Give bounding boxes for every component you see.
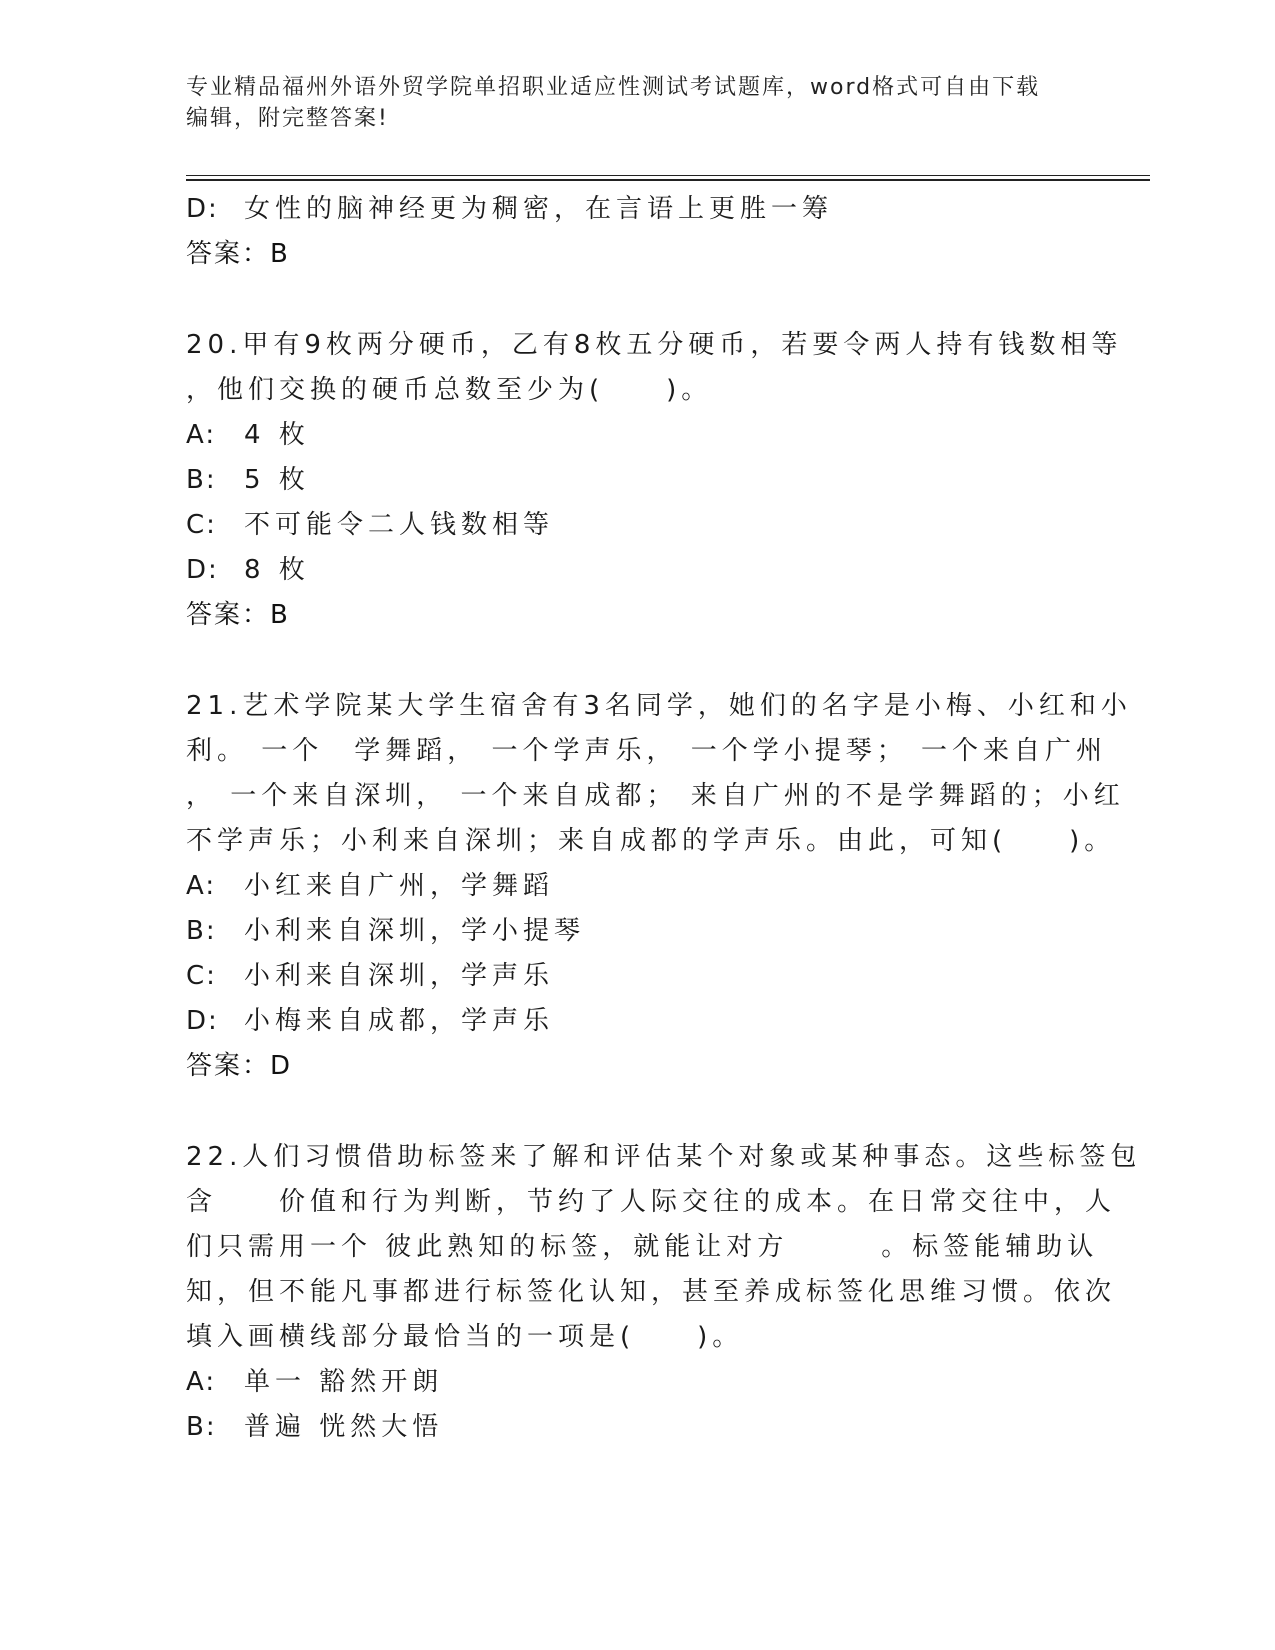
question-20	[186, 323, 1123, 638]
option-text: 小利来自深圳，学声乐	[244, 961, 555, 991]
option-key: C:	[186, 961, 217, 991]
question-22	[186, 1135, 1142, 1450]
option-key: B:	[186, 1412, 217, 1442]
question-text-line: 知，但不能凡事都进行标签化认知，甚至养成标签化思维习惯。依次	[186, 1277, 1117, 1307]
prev-option-d	[186, 187, 1086, 232]
question-text-line: 21.艺术学院某大学生宿舍有3名同学，她们的名字是小梅、小红和小	[186, 691, 1132, 721]
option-key: B:	[186, 916, 217, 946]
question-text-line: ， 一个来自深圳， 一个来自成都； 来自广州的不是学舞蹈的；小红	[186, 781, 1125, 811]
option-key: D:	[186, 1006, 219, 1036]
header-line-2: 编辑，附完整答案!	[186, 106, 389, 131]
option-a	[186, 413, 1086, 458]
option-a	[186, 1360, 1086, 1405]
question-text-line: 含 价值和行为判断，节约了人际交往的成本。在日常交往中，人	[186, 1187, 1117, 1217]
option-key: D:	[186, 194, 219, 224]
option-text: 8 枚	[244, 555, 310, 585]
header-divider-thick	[186, 179, 1150, 181]
option-b	[186, 458, 1086, 503]
option-key: D:	[186, 555, 219, 585]
question-21	[186, 684, 1132, 1089]
question-text-line: 填入画横线部分最恰当的一项是( )。	[186, 1322, 744, 1352]
option-text: 小梅来自成都，学声乐	[244, 1006, 555, 1036]
question-text-line: 20.甲有9枚两分硬币，乙有8枚五分硬币，若要令两人持有钱数相等	[186, 330, 1123, 360]
header-divider-thin	[186, 175, 1150, 176]
option-text: 5 枚	[244, 465, 310, 495]
option-b	[186, 1405, 1086, 1450]
option-text: 4 枚	[244, 420, 310, 450]
option-d	[186, 999, 1086, 1044]
option-text: 不可能令二人钱数相等	[244, 510, 555, 540]
question-text-line: 们只需用一个 彼此熟知的标签，就能让对方 。标签能辅助认	[186, 1232, 1099, 1262]
option-key: A:	[186, 1367, 217, 1397]
answer: 答案：D	[186, 1051, 293, 1081]
option-a	[186, 864, 1086, 909]
question-text-line: ，他们交换的硬币总数至少为( )。	[186, 375, 713, 405]
option-text: 小利来自深圳，学小提琴	[244, 916, 586, 946]
question-text-line: 不学声乐；小利来自深圳；来自成都的学声乐。由此，可知( )。	[186, 826, 1116, 856]
option-b	[186, 909, 1086, 954]
document-header	[186, 72, 1076, 134]
option-key: C:	[186, 510, 217, 540]
document-body	[186, 187, 1142, 1450]
option-key: B:	[186, 465, 217, 495]
option-text: 单一 豁然开朗	[244, 1367, 444, 1397]
option-text: 小红来自广州，学舞蹈	[244, 871, 555, 901]
option-c	[186, 503, 1086, 548]
question-text-line: 22.人们习惯借助标签来了解和评估某个对象或某种事态。这些标签包	[186, 1142, 1142, 1172]
header-line-1: 专业精品福州外语外贸学院单招职业适应性测试考试题库，word格式可自由下载	[186, 75, 1041, 100]
prev-answer: 答案：B	[186, 239, 290, 269]
question-text-line: 利。 一个 学舞蹈， 一个学声乐， 一个学小提琴； 一个来自广州	[186, 736, 1108, 766]
option-key: A:	[186, 871, 217, 901]
option-text: 女性的脑神经更为稠密，在言语上更胜一筹	[244, 194, 834, 224]
option-text: 普遍 恍然大悟	[244, 1412, 444, 1442]
option-d	[186, 548, 1086, 593]
option-key: A:	[186, 420, 217, 450]
answer: 答案：B	[186, 600, 290, 630]
option-c	[186, 954, 1086, 999]
